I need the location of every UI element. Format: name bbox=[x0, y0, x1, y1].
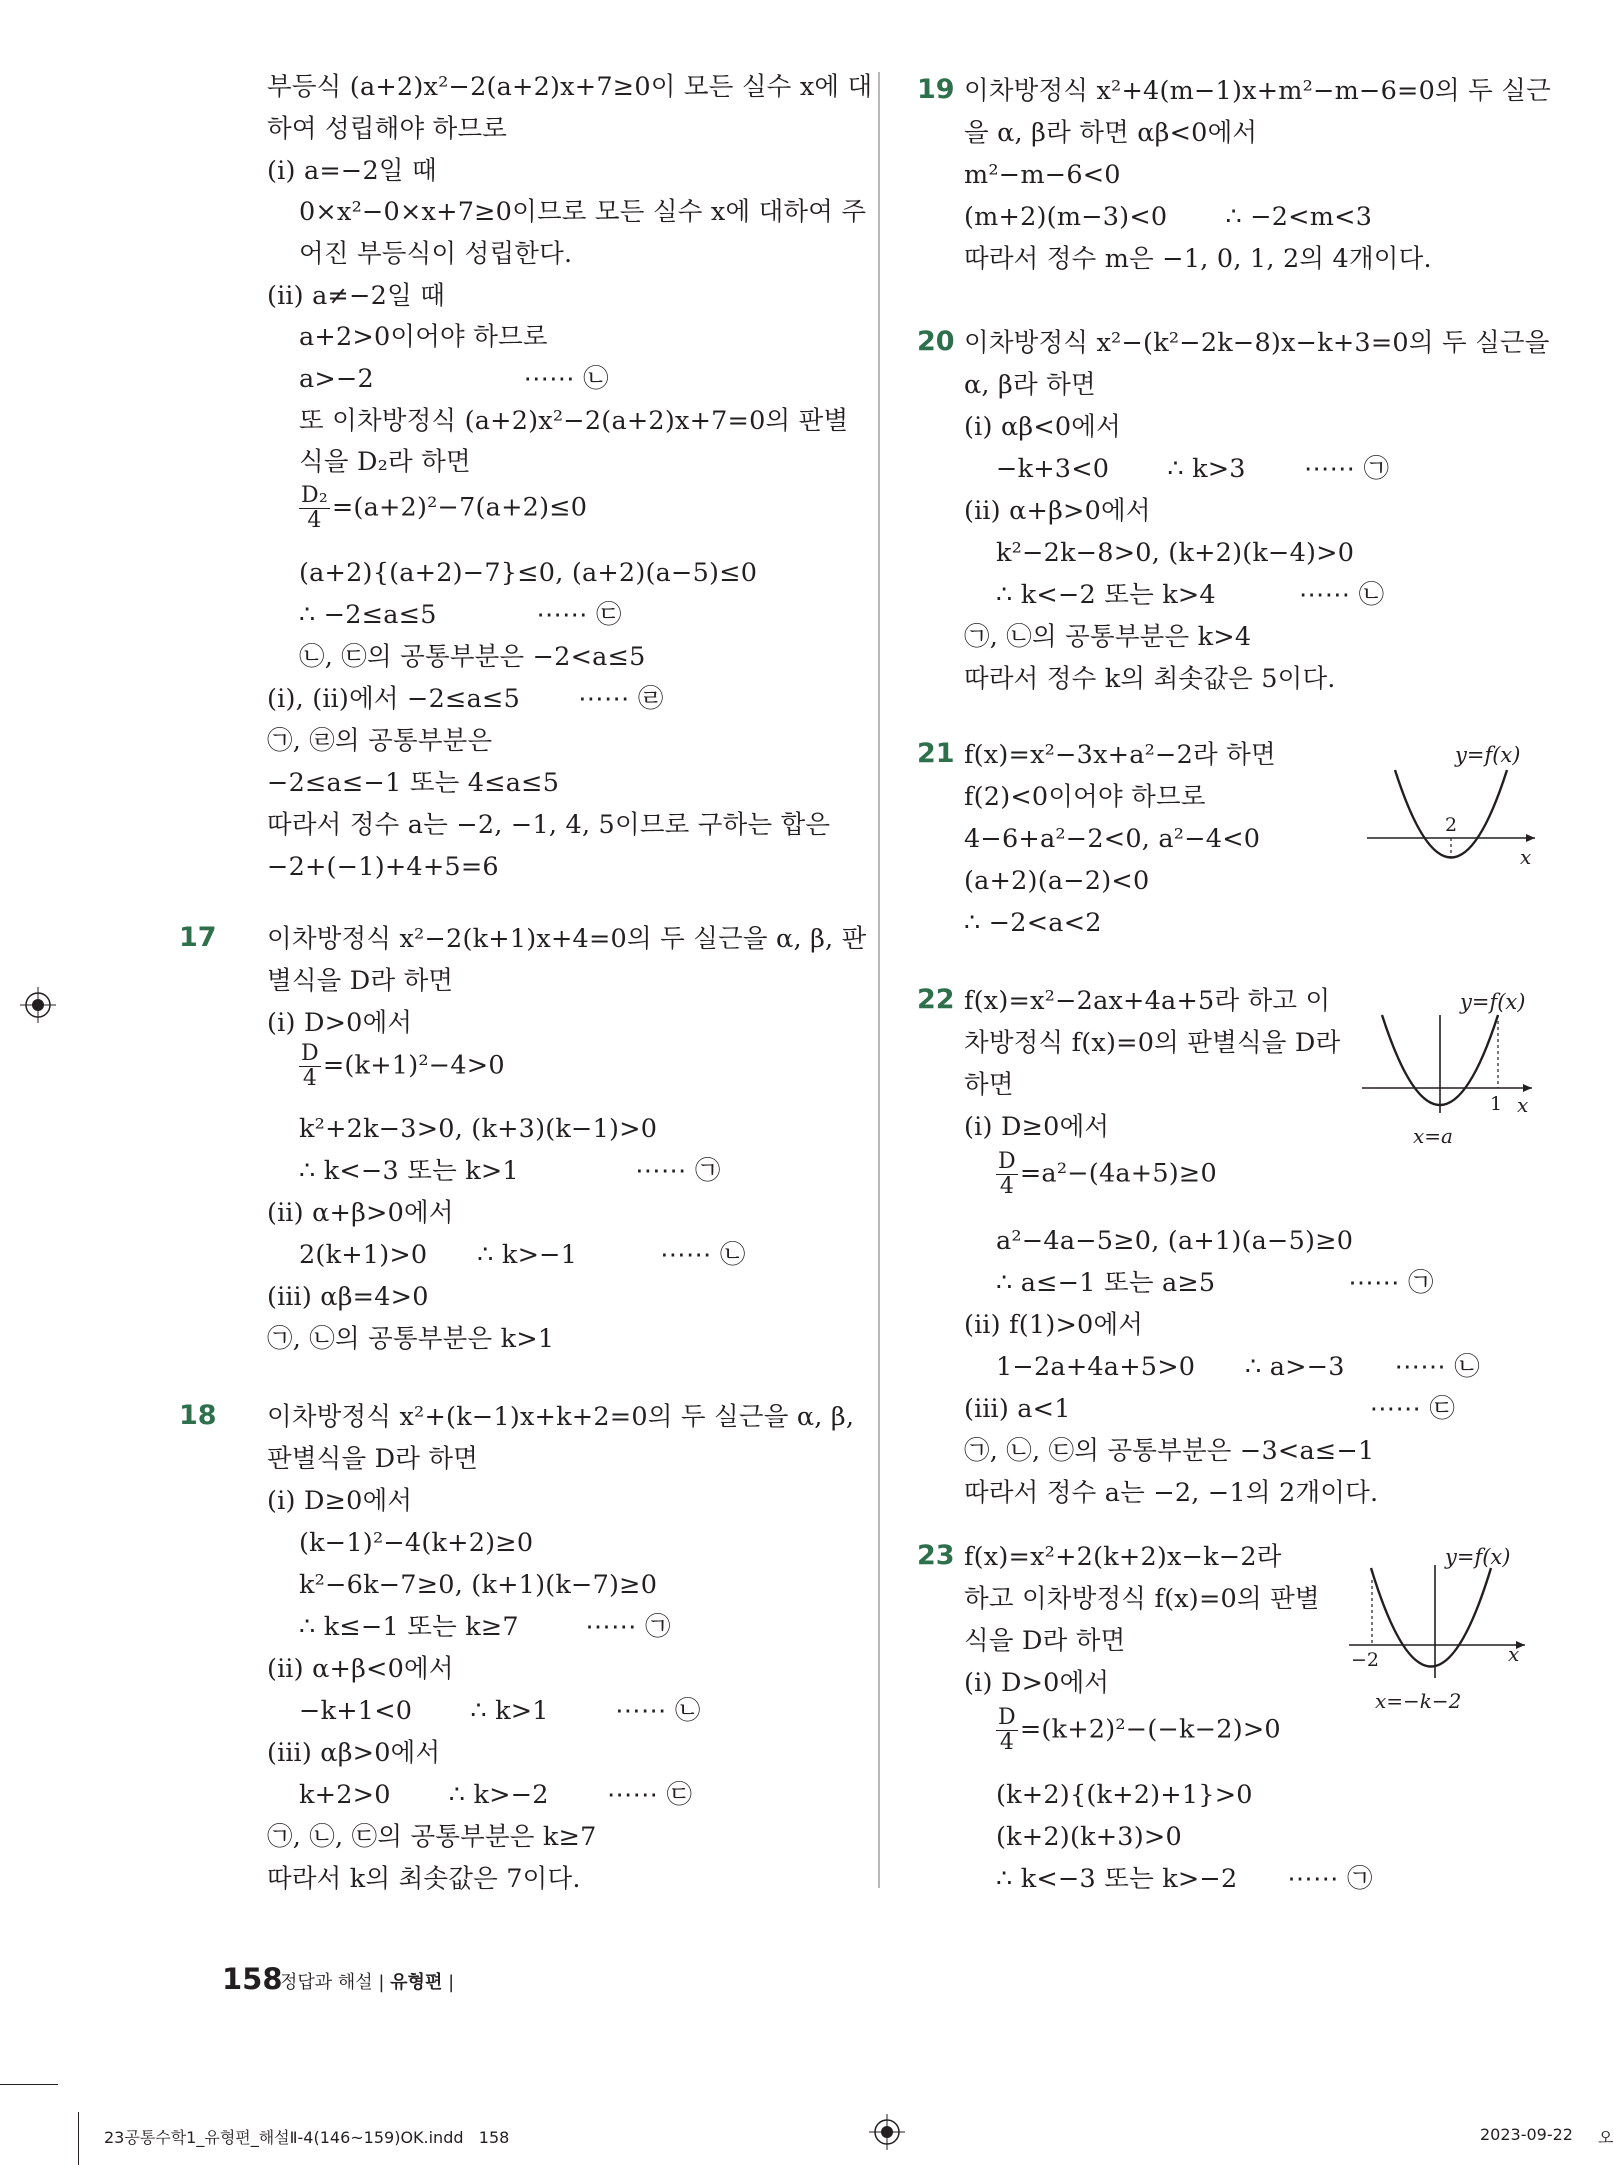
text-line: ∴ k<−2 또는 k>4 ⋯⋯ ㉡ bbox=[996, 580, 1385, 610]
fraction-denominator: 4 bbox=[999, 1174, 1015, 1199]
text-line: k²−2k−8>0, (k+2)(k−4)>0 bbox=[996, 538, 1355, 568]
text-line: ∴ k≤−1 또는 k≥7 ⋯⋯ ㉠ bbox=[299, 1612, 671, 1642]
graph-22-arrow-icon bbox=[1523, 1084, 1532, 1092]
text-line: a²−4a−5≥0, (a+1)(a−5)≥0 bbox=[996, 1226, 1354, 1256]
problem-17-number: 17 bbox=[179, 922, 217, 953]
text-line: ∴ a≤−1 또는 a≥5 ⋯⋯ ㉠ bbox=[996, 1268, 1434, 1298]
text-line: 판별식을 D라 하면 bbox=[267, 1444, 479, 1474]
fraction-line bbox=[299, 1042, 505, 1091]
text-line: 이차방정식 x²−(k²−2k−8)x−k+3=0의 두 실근을 bbox=[964, 328, 1550, 358]
slug-edge: 오 bbox=[1598, 2128, 1614, 2147]
problem-20-number: 20 bbox=[917, 326, 955, 357]
text-line: 1−2a+4a+5>0 ∴ a>−3 ⋯⋯ ㉡ bbox=[996, 1352, 1480, 1382]
text-line: 별식을 D라 하면 bbox=[267, 966, 454, 996]
registration-mark-bottom-icon bbox=[867, 2112, 907, 2152]
text-line: f(x)=x²−3x+a²−2라 하면 bbox=[964, 740, 1276, 770]
text-line: a>−2 ⋯⋯ ㉡ bbox=[299, 364, 609, 394]
text-line: (ⅲ) a<1 ⋯⋯ ㉢ bbox=[964, 1394, 1456, 1424]
fraction-expression: =(k+2)²−(−k−2)>0 bbox=[1019, 1714, 1281, 1745]
graph-21-tick-label: 2 bbox=[1445, 814, 1458, 836]
text-line: ∴ k<−3 또는 k>−2 ⋯⋯ ㉠ bbox=[996, 1864, 1373, 1894]
graph-21-arrow-icon bbox=[1526, 834, 1535, 842]
text-line: ㉠, ㉡, ㉢의 공통부분은 k≥7 bbox=[267, 1822, 597, 1852]
text-line: 따라서 k의 최솟값은 7이다. bbox=[267, 1864, 581, 1894]
text-line: (ⅰ) a=−2일 때 bbox=[267, 156, 437, 186]
text-line: (ⅰ) D>0에서 bbox=[964, 1668, 1110, 1698]
text-line: ㉠, ㉡의 공통부분은 k>1 bbox=[267, 1324, 555, 1354]
text-line: 이차방정식 x²+4(m−1)x+m²−m−6=0의 두 실근 bbox=[964, 76, 1551, 106]
graph-22 bbox=[1360, 985, 1545, 1150]
text-line: k+2>0 ∴ k>−2 ⋯⋯ ㉢ bbox=[299, 1780, 693, 1810]
text-line: f(x)=x²+2(k+2)x−k−2라 bbox=[964, 1542, 1282, 1572]
text-line: k²+2k−3>0, (k+3)(k−1)>0 bbox=[299, 1114, 658, 1144]
text-line: a+2>0이어야 하므로 bbox=[299, 322, 548, 352]
fraction-expression: =(k+1)²−4>0 bbox=[322, 1050, 505, 1081]
text-line: (ⅰ) D≥0에서 bbox=[964, 1112, 1110, 1142]
text-line: (ⅱ) α+β<0에서 bbox=[267, 1654, 454, 1684]
text-line: (ⅰ) D>0에서 bbox=[267, 1008, 413, 1038]
fraction bbox=[996, 1150, 1018, 1199]
text-line: (a+2){(a+2)−7}≤0, (a+2)(a−5)≤0 bbox=[299, 558, 758, 588]
text-line: 차방정식 f(x)=0의 판별식을 D라 bbox=[964, 1028, 1341, 1058]
text-line: ∴ −2<a<2 bbox=[964, 908, 1102, 938]
text-line: 하고 이차방정식 f(x)=0의 판별 bbox=[964, 1584, 1320, 1614]
text-line: 0×x²−0×x+7≥0이므로 모든 실수 x에 대하여 주 bbox=[299, 197, 867, 227]
text-line: (ⅲ) αβ=4>0 bbox=[267, 1282, 429, 1312]
text-line: 또 이차방정식 (a+2)x²−2(a+2)x+7=0의 판별 bbox=[299, 406, 849, 436]
fraction-denominator: 4 bbox=[302, 1066, 318, 1091]
problem-23-number: 23 bbox=[917, 1540, 955, 1571]
text-line: (ⅰ) αβ<0에서 bbox=[964, 412, 1121, 442]
text-line: f(2)<0이어야 하므로 bbox=[964, 782, 1206, 812]
text-line: (m+2)(m−3)<0 ∴ −2<m<3 bbox=[964, 202, 1373, 232]
text-line: (ⅱ) f(1)>0에서 bbox=[964, 1310, 1144, 1340]
text-line: ∴ k<−3 또는 k>1 ⋯⋯ ㉠ bbox=[299, 1156, 721, 1186]
text-line: 하면 bbox=[964, 1070, 1014, 1100]
fraction-line bbox=[996, 1150, 1217, 1199]
text-line: ㉠, ㉣의 공통부분은 bbox=[267, 726, 493, 756]
text-line: −k+3<0 ∴ k>3 ⋯⋯ ㉠ bbox=[996, 454, 1390, 484]
fraction-denominator: 4 bbox=[307, 508, 322, 533]
column-divider bbox=[878, 72, 880, 1888]
registration-mark-left-icon bbox=[18, 985, 58, 1025]
graph-23-tick-label: −2 bbox=[1351, 1649, 1380, 1671]
text-line: 따라서 정수 a는 −2, −1의 2개이다. bbox=[964, 1478, 1379, 1508]
slug-date: 2023-09-22 bbox=[1480, 2125, 1573, 2144]
fraction-denominator: 4 bbox=[999, 1730, 1015, 1755]
graph-23-parabola bbox=[1371, 1568, 1491, 1667]
fraction-numerator: D₂ bbox=[301, 483, 328, 508]
text-line: 2(k+1)>0 ∴ k>−1 ⋯⋯ ㉡ bbox=[299, 1240, 746, 1270]
text-line: 이차방정식 x²−2(k+1)x+4=0의 두 실근을 α, β, 판 bbox=[267, 924, 867, 954]
text-line: (ⅱ) a≠−2일 때 bbox=[267, 281, 446, 311]
problem-19-number: 19 bbox=[917, 74, 955, 105]
graph-22-fn-label: y=f(x) bbox=[1460, 990, 1526, 1014]
text-line: ㉠, ㉡의 공통부분은 k>4 bbox=[964, 622, 1252, 652]
text-line: −2≤a≤−1 또는 4≤a≤5 bbox=[267, 768, 560, 798]
fraction bbox=[996, 1706, 1018, 1755]
text-line: (k−1)²−4(k+2)≥0 bbox=[299, 1528, 534, 1558]
text-line: f(x)=x²−2ax+4a+5라 하고 이 bbox=[964, 986, 1331, 1016]
text-line: 하여 성립해야 하므로 bbox=[267, 114, 508, 144]
crop-mark bbox=[0, 2084, 58, 2085]
crop-mark bbox=[78, 2112, 79, 2165]
fraction bbox=[299, 484, 330, 533]
text-line: k²−6k−7≥0, (k+1)(k−7)≥0 bbox=[299, 1570, 658, 1600]
fraction-expression: =(a+2)²−7(a+2)≤0 bbox=[331, 492, 588, 523]
page-number: 158 bbox=[222, 1962, 283, 1996]
graph-23-axis-label: x=−k−2 bbox=[1375, 1689, 1462, 1713]
graph-22-tick-label: 1 bbox=[1490, 1093, 1503, 1115]
footer-section-label: 정답과 해설 | 유형편 | bbox=[280, 1972, 455, 1993]
graph-23-fn-label: y=f(x) bbox=[1445, 1545, 1511, 1569]
graph-22-x-label: x bbox=[1517, 1093, 1529, 1117]
text-line: (k+2)(k+3)>0 bbox=[996, 1822, 1182, 1852]
text-line: ㉡, ㉢의 공통부분은 −2<a≤5 bbox=[299, 642, 646, 672]
text-line: ∴ −2≤a≤5 ⋯⋯ ㉢ bbox=[299, 600, 622, 630]
text-line: (ⅲ) αβ>0에서 bbox=[267, 1738, 441, 1768]
text-line: 따라서 정수 m은 −1, 0, 1, 2의 4개이다. bbox=[964, 244, 1432, 274]
text-line: 따라서 정수 a는 −2, −1, 4, 5이므로 구하는 합은 bbox=[267, 810, 831, 840]
text-line: (ⅰ), (ⅱ)에서 −2≤a≤5 ⋯⋯ ㉣ bbox=[267, 684, 664, 714]
graph-21-x-label: x bbox=[1520, 845, 1532, 869]
text-line: −2+(−1)+4+5=6 bbox=[267, 852, 499, 882]
text-line: 4−6+a²−2<0, a²−4<0 bbox=[964, 824, 1261, 854]
graph-23 bbox=[1345, 1540, 1545, 1715]
text-line: 을 α, β라 하면 αβ<0에서 bbox=[964, 118, 1258, 148]
text-line: 어진 부등식이 성립한다. bbox=[299, 239, 573, 269]
graph-22-axis-label: x=a bbox=[1413, 1124, 1453, 1148]
text-line: 이차방정식 x²+(k−1)x+k+2=0의 두 실근을 α, β, bbox=[267, 1402, 855, 1432]
fraction-numerator: D bbox=[998, 1149, 1016, 1174]
fraction-numerator: D bbox=[301, 1041, 319, 1066]
fraction-line bbox=[299, 484, 587, 533]
graph-21-fn-label: y=f(x) bbox=[1455, 743, 1521, 767]
problem-18-number: 18 bbox=[179, 1400, 217, 1431]
fraction bbox=[299, 1042, 321, 1091]
text-line: (ⅰ) D≥0에서 bbox=[267, 1486, 413, 1516]
text-line: α, β라 하면 bbox=[964, 370, 1096, 400]
problem-22-number: 22 bbox=[917, 984, 955, 1015]
text-line: 식을 D라 하면 bbox=[964, 1626, 1126, 1656]
text-line: (ⅱ) α+β>0에서 bbox=[964, 496, 1151, 526]
fraction-line bbox=[996, 1706, 1281, 1755]
text-line: m²−m−6<0 bbox=[964, 160, 1121, 190]
text-line: −k+1<0 ∴ k>1 ⋯⋯ ㉡ bbox=[299, 1696, 701, 1726]
text-line: 따라서 정수 k의 최솟값은 5이다. bbox=[964, 664, 1336, 694]
graph-23-x-label: x bbox=[1508, 1642, 1520, 1666]
text-line: 부등식 (a+2)x²−2(a+2)x+7≥0이 모든 실수 x에 대 bbox=[267, 72, 873, 102]
text-line: ㉠, ㉡, ㉢의 공통부분은 −3<a≤−1 bbox=[964, 1436, 1375, 1466]
text-line: (a+2)(a−2)<0 bbox=[964, 866, 1150, 896]
problem-21-number: 21 bbox=[917, 738, 955, 769]
graph-21 bbox=[1365, 740, 1545, 890]
text-line: 식을 D₂라 하면 bbox=[299, 447, 471, 477]
text-line: (ⅱ) α+β>0에서 bbox=[267, 1198, 454, 1228]
text-line: (k+2){(k+2)+1}>0 bbox=[996, 1780, 1253, 1810]
fraction-expression: =a²−(4a+5)≥0 bbox=[1019, 1158, 1217, 1189]
fraction-numerator: D bbox=[998, 1705, 1016, 1730]
slug-filename: 23공통수학1_유형편_해설Ⅱ-4(146~159)OK.indd 158 bbox=[104, 2128, 510, 2147]
